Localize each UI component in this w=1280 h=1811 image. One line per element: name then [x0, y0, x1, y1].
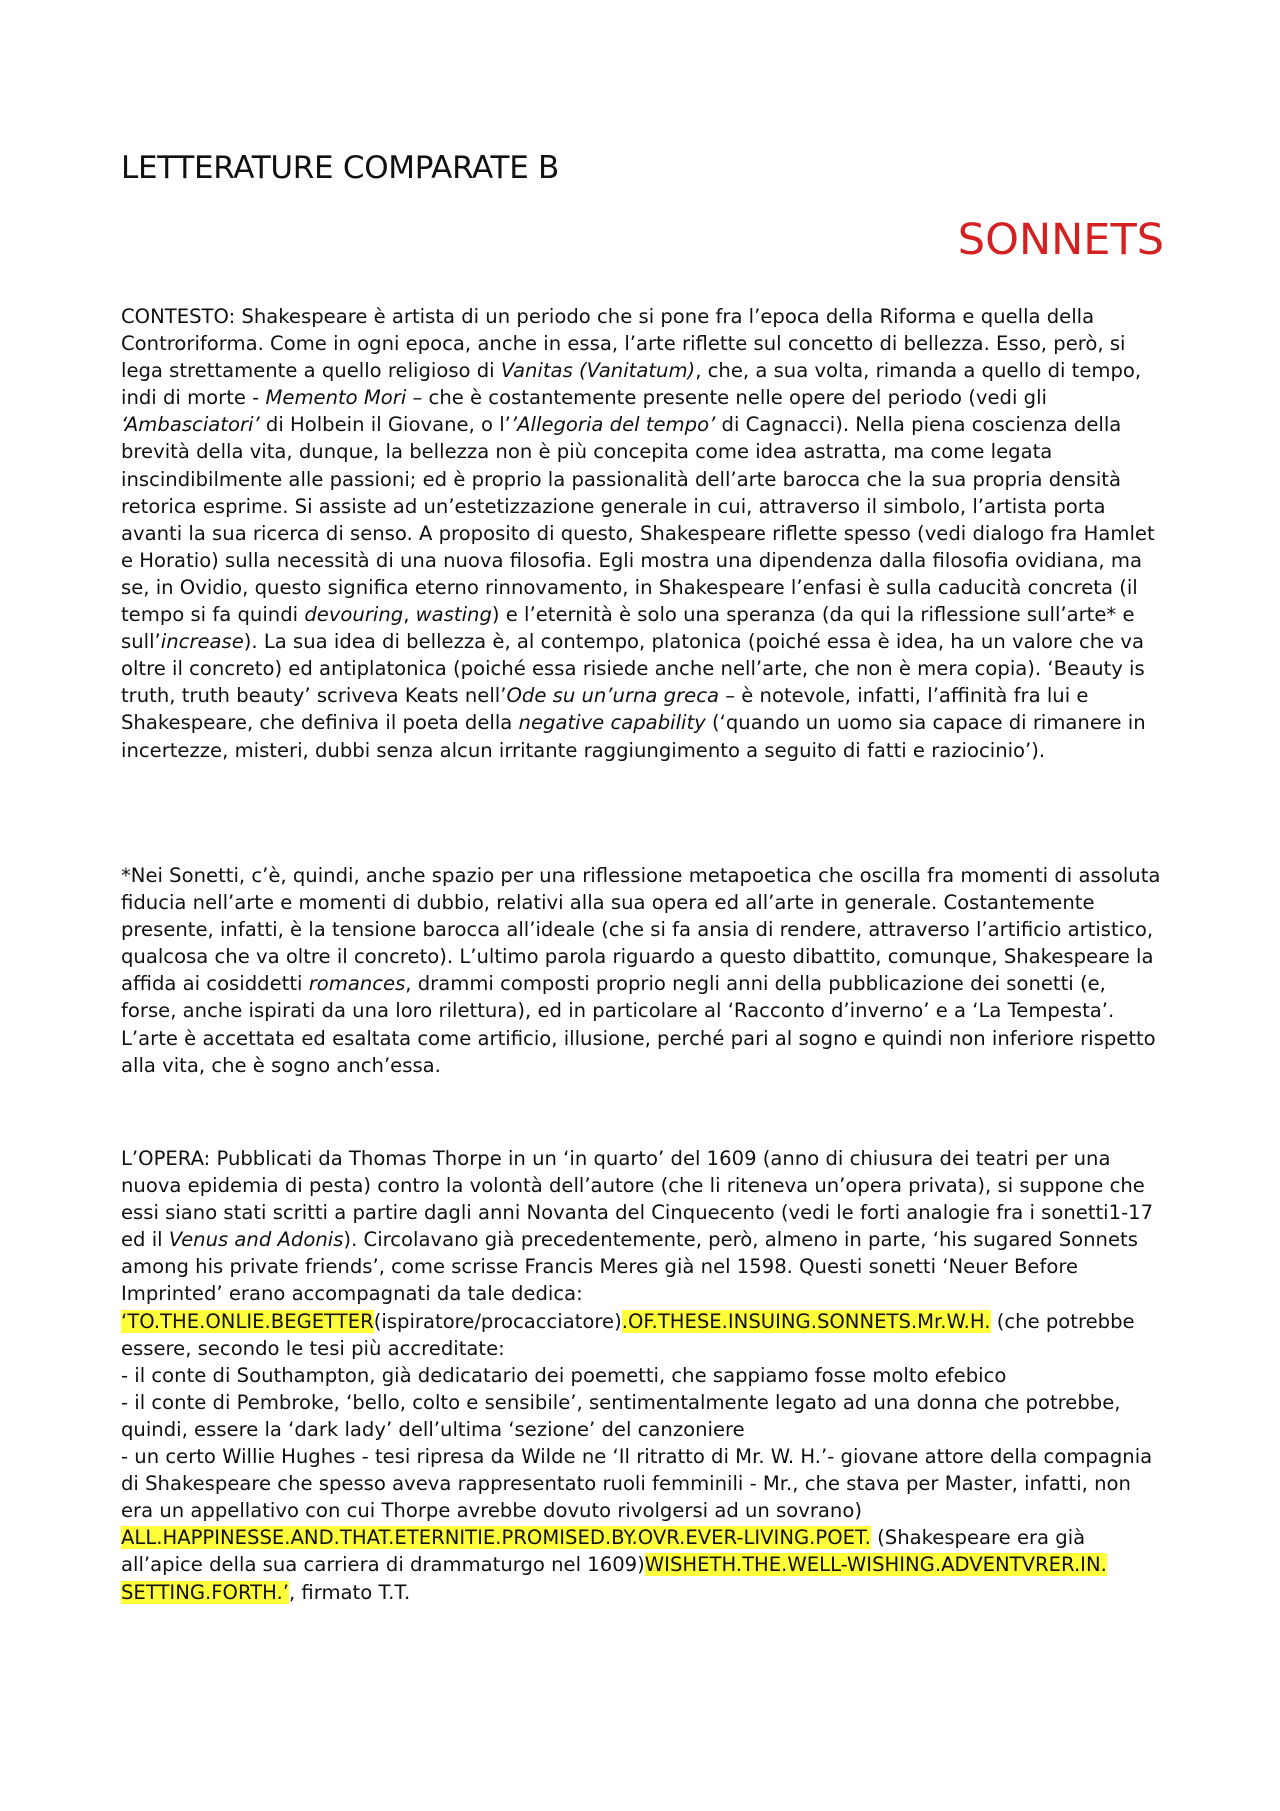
text-run: L’OPERA: Pubblicati da Thomas Thorpe in un ‘in quarto’ del 1609 (anno di chiusura dei teatri per una nuova epidemia di pesta) contro la volontà dell’autore (che li riteneva un’opera privata), si suppone che essi siano stati scritti a partire dagli anni Novanta del Cinquecento (vedi le forti analogie fra i sonetti1-17 ed il — [121, 1147, 1154, 1252]
text-run: (Shakespeare era già all’apice della sua carriera di drammaturgo nel 1609) — [121, 1526, 1086, 1577]
text-run: di Cagnacci). Nella piena coscienza della brevità della vita, dunque, la bellezza non è più concepita come idea astratta, ma come legata inscindibilmente alle passioni; ed è proprio la passionalità dell’arte barocca che la sua propria densità retorica esprime. Si assiste ad un’estetizzazione generale in cui, attraverso il simbolo, l’artista porta avanti la sua ricerca di senso. A proposito di questo, Shakespeare riflette spesso (vedi dialogo fra Hamlet e Horatio) sulla necessità di una nuova filosofia. Egli mostra una dipendenza dalla filosofia ovidiana, ma se, in Ovidio, questo significa eterno rinnovamento, in Shakespeare l’enfasi è sulla caducità concreta (il tempo si fa quindi — [121, 413, 1155, 627]
italic-term: negative capability — [518, 711, 706, 735]
italic-term: Memento Mori — [265, 386, 407, 410]
italic-term: wasting — [415, 603, 492, 627]
text-run: , drammi composti proprio negli anni della pubblicazione dei sonetti (e, forse, anche ispirati da una loro rilettura), ed in particolare al ‘Racconto d’inverno’ e a ‘La Tempesta’. L’arte è accettata ed esaltata come artificio, illusione, perché pari al sogno e quindi non inferiore rispetto alla vita, che è sogno anch’essa. — [121, 972, 1156, 1077]
italic-term: romances — [308, 972, 406, 996]
text-run: – è notevole, infatti, l’affinità fra lui e Shakespeare, che definiva il poeta della — [121, 684, 1089, 735]
italic-term: increase — [160, 630, 244, 654]
highlighted-dedication: ALL.HAPPINESSE.AND.THAT.ETERNITIE.PROMISED.BY.OVR.EVER-LIVING.POET. — [121, 1526, 871, 1550]
italic-term: Venus and Adonis — [168, 1228, 344, 1252]
text-run: di Holbein il Giovane, o l’ — [259, 413, 511, 437]
text-run: , firmato T.T. — [288, 1580, 411, 1604]
text-run: , — [403, 603, 416, 627]
list-item: - un certo Willie Hughes - tesi ripresa da Wilde ne ‘Il ritratto di Mr. W. H.’- giovane attore della compagnia di Shakespeare che spesso aveva rappresentato ruoli femminili - Mr., che stava per Master, infatti, non era un appellativo con cui Thorpe avrebbe dovuto rivolgersi ad un sovrano) — [121, 1445, 1153, 1523]
list-item: - il conte di Southampton, già dedicatario dei poemetti, che sappiamo fosse molto efebico — [121, 1363, 1007, 1387]
paragraph-sonetti-note — [121, 862, 1161, 1079]
text-run: , che, a sua volta, rimanda a quello di tempo, indi di morte - — [121, 359, 1142, 410]
highlighted-dedication: SETTING.FORTH.’ — [121, 1580, 289, 1604]
text-run: ). La sua idea di bellezza è, al contempo, platonica (poiché essa è idea, ha un valore che va oltre il concreto) ed antiplatonica (poiché essa risiede anche nell’arte, che non è mera copia). ‘Beauty is truth, truth beauty’ scriveva Keats nell’ — [121, 630, 1145, 708]
text-run: *Nei Sonetti, c’è, quindi, anche spazio per una riflessione metapoetica che oscilla fra momenti di assoluta fiducia nell’arte e momenti di dubbio, relativi alla sua opera ed all’arte in generale. Costantemente presente, infatti, è la tensione barocca all’ideale (che si fa ansia di rendere, attraverso l’artificio artistico, qualcosa che va oltre il concreto). L’ultimo parola riguardo a questo dibattito, comunque, Shakespeare la affida ai cosiddetti — [121, 864, 1161, 996]
highlighted-dedication: WISHETH.THE.WELL-WISHING.ADVENTVRER.IN. — [644, 1553, 1107, 1577]
text-run: CONTESTO: Shakespeare è artista di un periodo che si pone fra l’epoca della Riforma e quella della Controriforma. Come in ogni epoca, anche in essa, l’arte riflette sul concetto di bellezza. Esso, però, si lega strettamente a quello religioso di — [121, 305, 1126, 383]
list-item: - il conte di Pembroke, ‘bello, colto e sensibile’, sentimentalmente legato ad una donna che potrebbe, quindi, essere la ‘dark lady’ dell’ultima ‘sezione’ del canzoniere — [121, 1390, 1121, 1441]
italic-term: ’Allegoria del tempo’ — [510, 413, 716, 437]
document-title: LETTERATURE COMPARATE B — [121, 150, 559, 186]
italic-term: Vanitas (Vanitatum) — [500, 359, 696, 383]
text-run: (‘quando un uomo sia capace di rimanere in incertezze, misteri, dubbi senza alcun irritante raggiungimento a seguito di fatti e raziocinio’). — [121, 711, 1146, 762]
paragraph-contesto — [121, 303, 1161, 764]
text-run: (che potrebbe essere, secondo le tesi più accreditate: — [121, 1309, 1135, 1360]
italic-term: Ode su un’urna greca — [506, 684, 719, 708]
text-run: ). Circolavano già precedentemente, però, almeno in parte, ‘his sugared Sonnets among his private friends’, come scrisse Francis Meres già nel 1598. Questi sonetti ‘Neuer Before Imprinted’ erano accompagnati da tale dedica: — [121, 1228, 1138, 1306]
italic-term: ‘Ambasciatori’ — [121, 413, 260, 437]
text-run: – che è costantemente presente nelle opere del periodo (vedi gli — [406, 386, 1047, 410]
document-subtitle: SONNETS — [957, 215, 1164, 265]
italic-term: devouring — [304, 603, 404, 627]
highlighted-dedication: ‘TO.THE.ONLIE.BEGETTER — [121, 1309, 374, 1333]
highlighted-dedication: .OF.THESE.INSUING.SONNETS.Mr.W.H. — [621, 1309, 991, 1333]
paragraph-opera — [121, 1145, 1161, 1606]
text-run: (ispiratore/procacciatore) — [373, 1309, 622, 1333]
text-run: ) e l’eternità è solo una speranza (da qui la riflessione sull’arte* e sull’ — [121, 603, 1135, 654]
